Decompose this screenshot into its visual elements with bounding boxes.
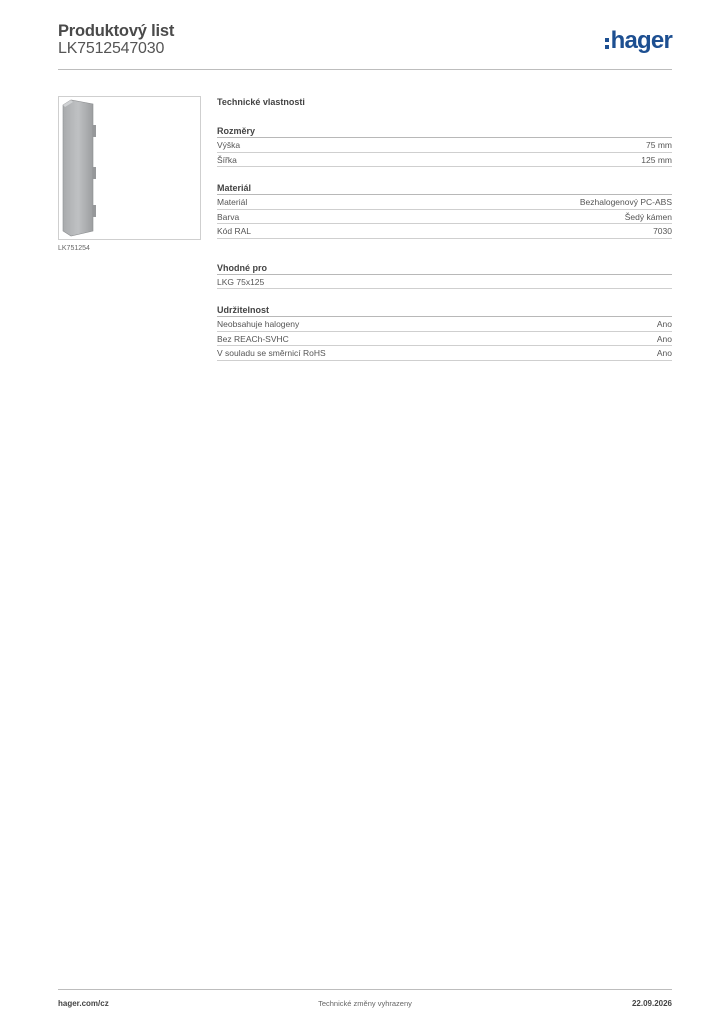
spec-value: 7030 [653,226,672,236]
footer-website-link[interactable]: hager.com/cz [58,999,109,1008]
spec-row [217,153,672,168]
spec-label: Neobsahuje halogeny [217,319,300,329]
footer-date: 22.09.2026 [631,999,672,1008]
spec-label: Šířka [217,154,237,165]
page-footer [58,989,672,1013]
end-cap-illustration-icon [59,97,200,239]
technical-specs [217,96,672,376]
spec-row [217,332,672,347]
group-title: Vhodné pro [217,262,672,275]
image-caption: LK751254 [58,245,90,252]
spec-row [217,210,672,225]
spec-label: Barva [217,211,240,222]
spec-row [217,346,672,361]
spec-value: 125 mm [641,154,672,165]
spec-label: Kód RAL [217,226,252,236]
spec-value: 75 mm [646,140,672,150]
spec-row [217,275,672,290]
group-title: Rozměry [217,125,672,138]
logo-text: hager [610,27,672,54]
product-image [58,96,201,240]
spec-row [217,317,672,332]
spec-group-dimensions [217,125,672,167]
page-header [58,22,672,70]
spec-value: Bezhalogenový PC-ABS [579,197,672,207]
spec-row [217,195,672,210]
group-title: Udržitelnost [217,304,672,317]
spec-value: Šedý kámen [624,211,672,222]
spec-value: Ano [656,319,672,329]
spec-group-material [217,182,672,239]
spec-label: Materiál [217,197,248,207]
spec-label: V souladu se směrnicí RoHS [217,348,326,358]
spec-row [217,224,672,239]
document-title: Produktový list [58,22,175,40]
specs-heading: Technické vlastnosti [217,97,305,107]
spec-row [217,138,672,153]
spec-label: Bez REACh-SVHC [217,333,289,344]
product-code: LK7512547030 [58,40,165,57]
spec-value: Ano [656,348,672,358]
footer-notice: Technické změny vyhrazeny [318,999,412,1008]
spec-label: Výška [217,140,241,150]
spec-value: Ano [656,333,672,344]
group-title: Materiál [217,182,672,195]
logo-mark-icon [605,38,609,49]
spec-group-suitable-for [217,262,672,290]
spec-group-sustainability [217,304,672,361]
spec-label: LKG 75x125 [217,276,265,287]
hager-logo [605,28,672,54]
